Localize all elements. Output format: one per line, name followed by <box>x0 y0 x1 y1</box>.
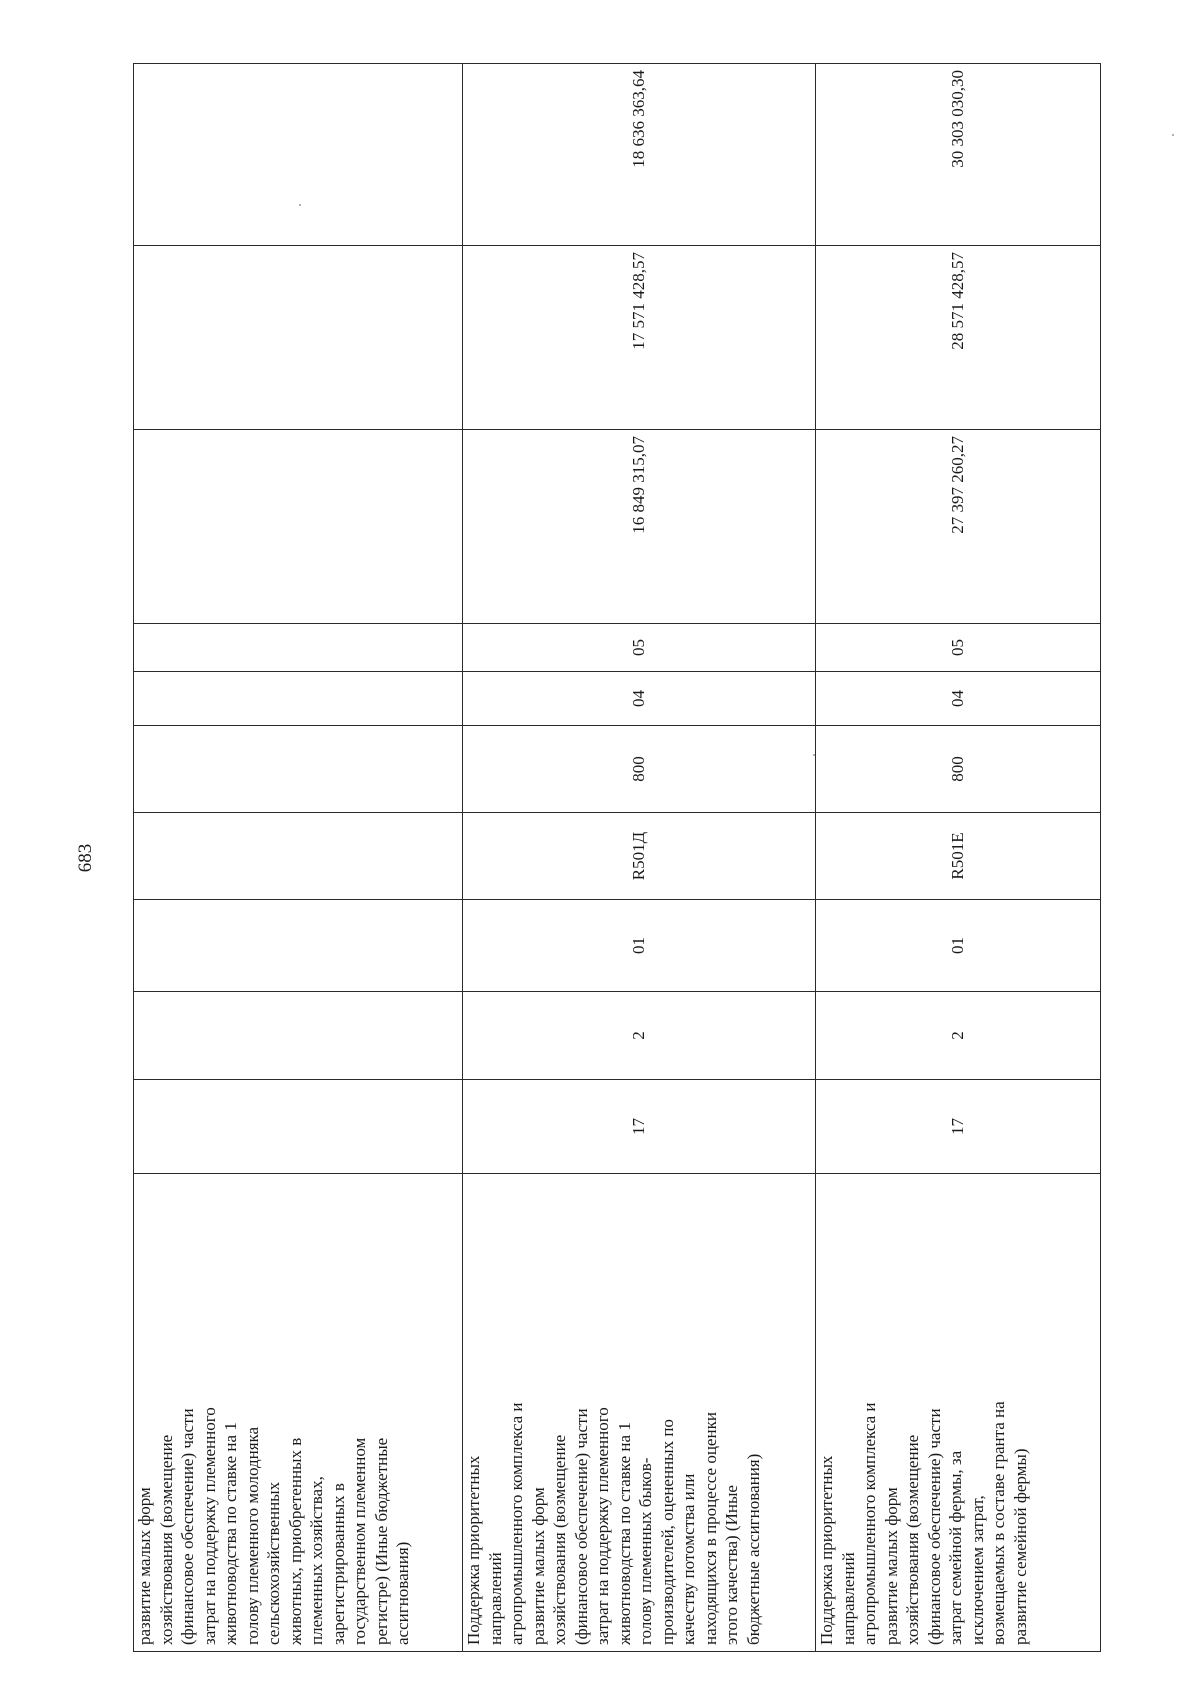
description-line: (финансовое обеспечение) части <box>178 1408 197 1645</box>
amount-year-3 <box>134 64 463 246</box>
description-line: ассигнования) <box>393 1541 412 1645</box>
row-description <box>134 1174 463 1652</box>
section-code <box>134 672 463 726</box>
code-col-3: 01 <box>816 900 1101 992</box>
description-line: затрат на поддержку племенного <box>199 1407 219 1645</box>
description-line: животноводства по ставке на 1 <box>614 1422 634 1645</box>
description-line: производителей, оцененных по <box>657 1419 677 1645</box>
description-line: хозяйствования (возмещение <box>156 1434 176 1645</box>
code-col-2: 2 <box>463 992 816 1080</box>
table-row <box>134 64 463 1652</box>
section-code: 04 <box>463 672 816 726</box>
description-line: направлений <box>485 1552 505 1645</box>
amount-year-1: 27 397 260,27 <box>816 430 1101 624</box>
description-line: (финансовое обеспечение) части <box>924 1408 944 1645</box>
description-line: голову племенных быков- <box>636 1457 655 1645</box>
code-col-2: 2 <box>816 992 1101 1080</box>
section-code: 04 <box>816 672 1101 726</box>
budget-table-rotated <box>133 64 1100 1652</box>
description-line: сельскохозяйственных <box>264 1481 283 1645</box>
budget-table <box>133 63 1101 1652</box>
subsection-code: 05 <box>816 624 1101 672</box>
description-line: племенных хозяйствах, <box>307 1476 326 1645</box>
table-row <box>816 64 1101 1652</box>
description-line: агропромышленного комплекса и <box>860 1402 879 1645</box>
table-row <box>463 64 816 1652</box>
description-line: Поддержка приоритетных <box>817 1455 836 1645</box>
amount-year-3: 18 636 363,64 <box>463 64 816 246</box>
target-article-code: R501Е <box>816 813 1101 900</box>
amount-year-1 <box>134 430 463 624</box>
subsection-code: 05 <box>463 624 816 672</box>
description-line: Поддержка приоритетных <box>464 1455 483 1645</box>
description-line: зарегистрированных в <box>328 1483 348 1645</box>
description-line: (финансовое обеспечение) части <box>571 1408 591 1645</box>
description-line: животноводства по ставке на 1 <box>221 1422 240 1645</box>
description-line: затрат на поддержку племенного <box>593 1407 612 1645</box>
scan-speck <box>813 754 815 756</box>
subsection-code <box>134 624 463 672</box>
code-col-1 <box>134 1080 463 1174</box>
amount-year-2: 17 571 428,57 <box>463 246 816 430</box>
description-line: регистре) (Иные бюджетные <box>371 1437 391 1645</box>
description-line: качеству потомства или <box>679 1473 698 1645</box>
description-line: хозяйствования (возмещение <box>550 1434 569 1645</box>
amount-year-2 <box>134 246 463 430</box>
target-article-code: R501Д <box>463 813 816 900</box>
scan-speck <box>299 204 301 206</box>
code-col-3: 01 <box>463 900 816 992</box>
page-number: 683 <box>75 843 96 873</box>
expense-type-code: 800 <box>816 726 1101 813</box>
description-line: развитие малых форм <box>135 1487 154 1645</box>
description-line: исключением затрат, <box>967 1495 987 1645</box>
amount-year-3: 30 303 030,30 <box>816 64 1101 246</box>
code-col-1: 17 <box>816 1080 1101 1174</box>
table-body <box>134 64 1101 1652</box>
code-col-2 <box>134 992 463 1080</box>
description-line: направлений <box>838 1552 858 1645</box>
expense-type-code: 800 <box>463 726 816 813</box>
expense-type-code <box>134 726 463 813</box>
description-line: бюджетные ассигнования) <box>743 1453 763 1645</box>
description-line: государственном племенном <box>350 1437 369 1645</box>
amount-year-1: 16 849 315,07 <box>463 430 816 624</box>
code-col-3 <box>134 900 463 992</box>
amount-year-2: 28 571 428,57 <box>816 246 1101 430</box>
scan-speck <box>1172 134 1174 136</box>
description-line: агропромышленного комплекса и <box>507 1402 526 1645</box>
description-line: животных, приобретенных в <box>285 1437 305 1645</box>
row-description <box>463 1174 816 1652</box>
description-line: развитие семейной фермы) <box>1010 1448 1030 1645</box>
target-article-code <box>134 813 463 900</box>
description-line: находящихся в процессе оценки <box>700 1412 720 1645</box>
code-col-1: 17 <box>463 1080 816 1174</box>
description-line: этого качества) (Иные <box>722 1485 741 1645</box>
description-line: хозяйствования (возмещение <box>903 1434 922 1645</box>
description-line: возмещаемых в составе гранта на <box>989 1401 1008 1645</box>
description-line: развитие малых форм <box>528 1487 548 1645</box>
description-line: голову племенного молодняка <box>242 1426 262 1645</box>
description-line: развитие малых форм <box>881 1487 901 1645</box>
row-description <box>816 1174 1101 1652</box>
description-line: затрат семейной фермы, за <box>946 1450 965 1645</box>
